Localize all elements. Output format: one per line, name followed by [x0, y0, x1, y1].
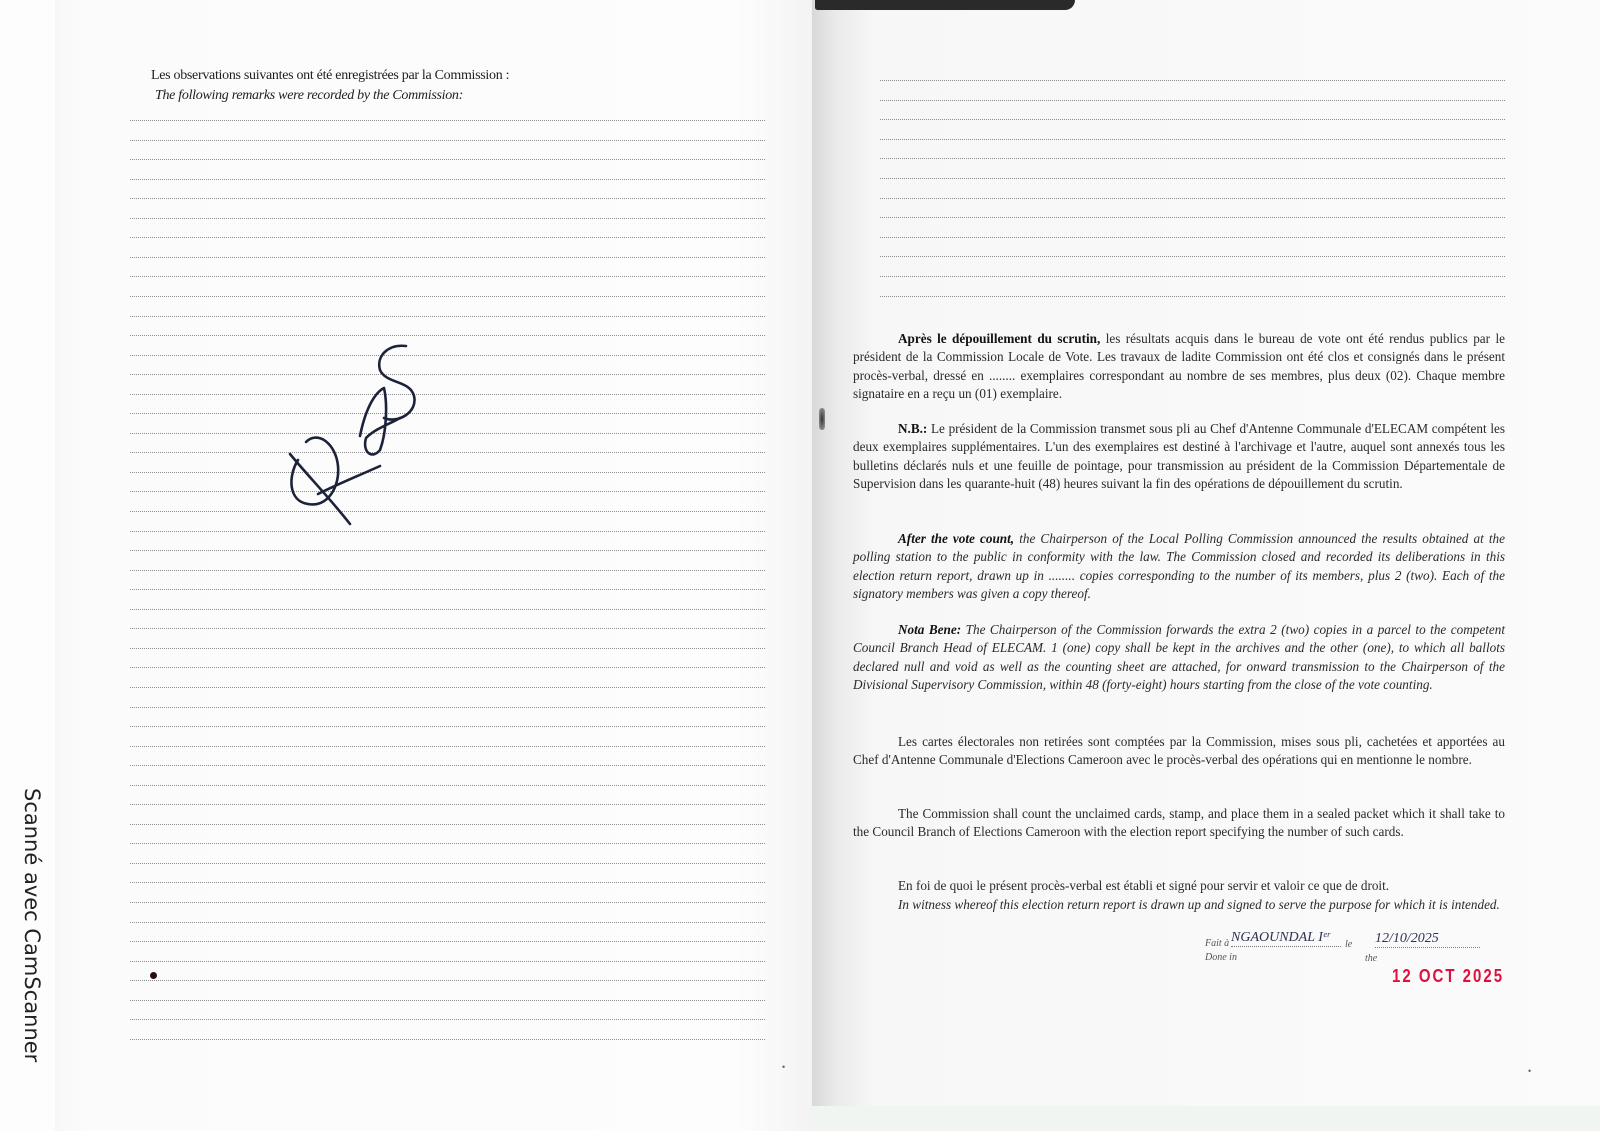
ruled-line: [880, 100, 1505, 101]
ruled-line: [130, 882, 765, 883]
done-at-label-fr: Fait à: [1205, 938, 1230, 949]
ruled-line: [130, 804, 765, 805]
ruled-line: [130, 1000, 765, 1001]
ruled-line: [130, 472, 765, 473]
ruled-line: [130, 550, 765, 551]
page-bottom-edge: [812, 1106, 1600, 1131]
paragraph-fr-witness: En foi de quoi le présent procès-verbal est établi et signé pour servir et valoir ce que de droit.: [898, 878, 1390, 893]
ruled-line: [130, 296, 765, 297]
ruled-line: [130, 628, 765, 629]
binding-mark: [819, 408, 825, 430]
ruled-line: [130, 1019, 765, 1020]
ruled-line: [880, 217, 1505, 218]
handwritten-ras-remark: [268, 326, 428, 526]
ruled-line: [130, 726, 765, 727]
ruled-line: [130, 961, 765, 962]
ruled-line: [130, 589, 765, 590]
observations-heading-en: The following remarks were recorded by the Commission:: [155, 88, 463, 103]
ruled-line: [130, 374, 765, 375]
ruled-line: [880, 158, 1505, 159]
ruled-line: [130, 1039, 765, 1040]
ruled-line: [880, 256, 1505, 257]
ruled-line: [130, 648, 765, 649]
date-stamp: 12 OCT 2025: [1392, 966, 1505, 987]
ruled-line: [130, 335, 765, 336]
ruled-line: [130, 198, 765, 199]
ruled-line: [130, 237, 765, 238]
ink-dot: [150, 972, 157, 979]
ruled-line: [130, 257, 765, 258]
done-at-label-en: Done in: [1205, 952, 1237, 963]
watermark-text: Scanné avec CamScanner: [20, 788, 44, 1063]
ruled-line: [880, 80, 1505, 81]
ruled-line: [880, 237, 1505, 238]
ruled-line: [130, 570, 765, 571]
observations-heading-fr: Les observations suivantes ont été enregistrées par la Commission :: [151, 68, 510, 83]
ruled-line: [880, 296, 1505, 297]
paragraph-fr-results: Après le dépouillement du scrutin, les résultats acquis dans le bureau de vote ont été rendus publics par le président de la Commission Locale de Vote. Les travaux de ladite Commission ont été clos et consignés dans le présent procès-verbal, dressé en ........ exemplaires correspondant au nombre de ses membres, plus deux (02). Chaque membre signataire en a reçu un (01) exemplaire.: [853, 331, 1505, 402]
ruled-line: [130, 902, 765, 903]
ruled-line: [130, 941, 765, 942]
paragraph-fr-nb: N.B.: Le président de la Commission transmet sous pli au Chef d'Antenne Communale d'ELECAM compétent les deux exemplaires supplémentaires. L'un des exemplaires est destiné à l'archivage et l'autre, auquel sont annexés tous les bulletins déclarés nuls et une feuille de pointage, pour transmission au président de la Commission Départementale de Supervision dans les quarante-huit (48) heures suivant la fin des opérations de dépouillement du scrutin.: [853, 421, 1505, 492]
date-label-fr: le: [1345, 939, 1353, 950]
right-page-corner-mark: •: [1528, 1066, 1532, 1076]
left-page-corner-mark: •: [782, 1062, 786, 1072]
ruled-line: [130, 179, 765, 180]
ruled-line: [130, 120, 765, 121]
ruled-line: [880, 198, 1505, 199]
ruled-line: [130, 765, 765, 766]
ruled-line: [880, 139, 1505, 140]
ruled-line: [880, 119, 1505, 120]
paragraph-en-cards: The Commission shall count the unclaimed cards, stamp, and place them in a sealed packet which it shall take to the Council Branch of Elections Cameroon with the election report specifying the number of such cards.: [853, 806, 1505, 840]
ruled-line: [130, 667, 765, 668]
binding-shadow: [815, 0, 1075, 10]
ruled-line: [130, 511, 765, 512]
ruled-line: [130, 413, 765, 414]
ruled-line: [880, 276, 1505, 277]
ruled-line: [130, 218, 765, 219]
date-value: 12/10/2025: [1375, 931, 1480, 948]
ruled-line: [130, 980, 765, 981]
ruled-line: [130, 316, 765, 317]
ruled-line: [130, 276, 765, 277]
ruled-line: [130, 609, 765, 610]
ruled-line: [130, 531, 765, 532]
ruled-line: [130, 159, 765, 160]
paragraph-en-witness: In witness whereof this election return report is drawn up and signed to serve the purpose for which it is intended.: [898, 897, 1500, 912]
ruled-line: [130, 452, 765, 453]
ruled-line: [130, 785, 765, 786]
ruled-line: [880, 178, 1505, 179]
ruled-line: [130, 140, 765, 141]
ruled-line: [130, 394, 765, 395]
ruled-line: [130, 687, 765, 688]
ruled-line: [130, 355, 765, 356]
ruled-line: [130, 746, 765, 747]
paragraph-en-nota-bene: Nota Bene: The Chairperson of the Commission forwards the extra 2 (two) copies in a parcel to the competent Council Branch Head of ELECAM. 1 (one) copy shall be kept in the archives and the other (one), to which all ballots declared null and void as well as the counting sheet are attached, for onward transmission to the Chairperson of the Divisional Supervisory Commission, within 48 (forty-eight) hours starting from the close of the vote counting.: [853, 622, 1505, 693]
ruled-line: [130, 922, 765, 923]
ruled-line: [130, 707, 765, 708]
camscanner-watermark: [18, 788, 48, 1088]
ruled-line: [130, 491, 765, 492]
ruled-line: [130, 843, 765, 844]
ruled-line: [130, 863, 765, 864]
paragraph-en-results: After the vote count, the Chairperson of the Local Polling Commission announced the results obtained at the polling station to the public in conformity with the law. The Commission closed and recorded its deliberations in this election return report, drawn up in ........ copies corresponding to the number of its members, plus 2 (two). Each of the signatory members was given a copy thereof.: [853, 531, 1506, 602]
paragraph-fr-cards: Les cartes électorales non retirées sont comptées par la Commission, mises sous pli, cachetées et apportées au Chef d'Antenne Communale d'Elections Cameroon avec le procès-verbal des opérations qui en mentionne le nombre.: [853, 734, 1505, 768]
date-label-en: the: [1365, 953, 1378, 964]
done-at-value: NGAOUNDAL Iᵉʳ: [1231, 930, 1341, 947]
ruled-line: [130, 433, 765, 434]
ruled-line: [130, 824, 765, 825]
